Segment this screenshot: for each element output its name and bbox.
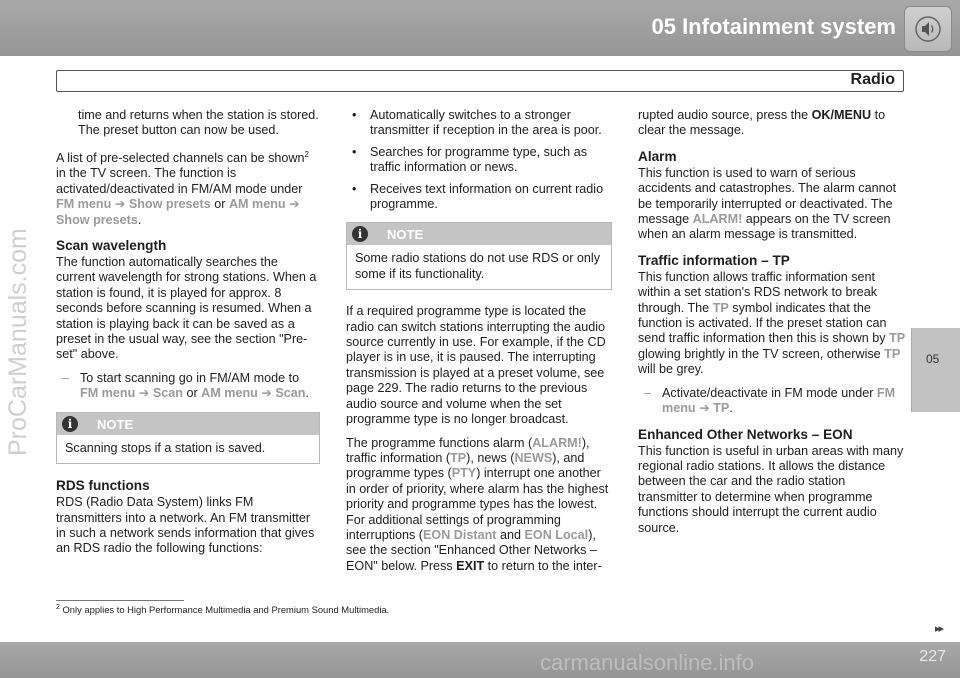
clear-message-paragraph: rupted audio source, press the OK/MENU to clear the message. bbox=[638, 108, 886, 138]
alarm-text: This function is used to warn of serious accidents and catastrophes. The alarm cannot be temporarily interrupted or deactivated. The message ALARM! appears on the TV screen when an alarm message is transmitted. bbox=[638, 165, 897, 242]
footer-watermark: carmanualsonline.info bbox=[540, 650, 755, 675]
list-item: • Receives text information on current radio programme. bbox=[352, 181, 604, 212]
section-bar bbox=[56, 70, 904, 92]
note-label: NOTE bbox=[97, 416, 134, 432]
column-2 bbox=[346, 108, 612, 582]
list-item: • Searches for programme type, such as traffic information or news. bbox=[352, 144, 587, 175]
list-item: • Automatically switches to a stronger transmitter if reception in the area is poor. bbox=[352, 108, 602, 138]
tp-heading: Traffic information – TP bbox=[638, 252, 790, 268]
note-box-scan bbox=[56, 412, 320, 464]
column-3 bbox=[638, 108, 908, 544]
footer-band bbox=[0, 642, 960, 678]
footnote-divider bbox=[56, 600, 184, 601]
scan-heading: Scan wavelength bbox=[56, 238, 167, 254]
note-text: Scanning stops if a station is saved. bbox=[65, 440, 266, 455]
section-title: Radio bbox=[850, 71, 895, 88]
rds-text: RDS (Radio Data System) links FM transmitters into a network. An FM transmitter in such a network sends information that gives an RDS radio the following functions: bbox=[56, 495, 315, 556]
rds-features-list bbox=[346, 108, 612, 212]
note-text: Some radio stations do not use RDS or only some if its functionality. bbox=[355, 251, 601, 281]
info-icon: i bbox=[62, 416, 78, 432]
note-label: NOTE bbox=[387, 227, 424, 243]
column-1 bbox=[56, 108, 320, 565]
info-icon: i bbox=[352, 226, 368, 242]
scan-steps bbox=[56, 371, 320, 402]
eon-heading: Enhanced Other Networks – EON bbox=[638, 426, 853, 442]
speaker-icon bbox=[914, 15, 942, 43]
scan-text: The function automatically searches the current wavelength for strong stations. When a station is found, it is played for approx. 8 seconds before scanning is resumed. When a station is playing back it can be saved as a preset in the usual way, see the section "Pre-set" above. bbox=[56, 255, 317, 362]
eon-text: This function is useful in urban areas with many regional radio stations. It allows the distance between the car and the radio station transmitter to determine when programme functions should interrupt the current audio source. bbox=[638, 443, 904, 535]
programme-type-paragraph: If a required programme type is located the radio can switch stations interrupting the audio source currently in use. For example, if the CD player is in use, it is paused. The interrupting transmission is played at a preset volume, see page 229. The radio returns to the previous audio source and volume when the set programme type is no longer broadcast. bbox=[346, 304, 606, 427]
tp-steps bbox=[638, 386, 908, 417]
chapter-tab[interactable] bbox=[911, 328, 960, 412]
rds-heading: RDS functions bbox=[56, 478, 150, 494]
tp-step: – Activate/deactivate in FM mode under FM menu ➔ TP. bbox=[644, 385, 896, 416]
footnote: $^2$ Only applies to High Performance Multimedia and Premium Sound Multimedia. bbox=[56, 604, 390, 616]
chapter-title: 05 Infotainment system bbox=[651, 14, 896, 39]
preset-list-paragraph: A list of pre-selected channels can be shown$^2$ in the TV screen. The function is activated/deactivated in FM/AM mode under FM menu ➔ Show presets or AM menu ➔ Show presets. bbox=[56, 149, 309, 227]
speaker-icon-box bbox=[904, 6, 952, 52]
preset-continued-text: time and returns when the station is stored. The preset button can now be used. bbox=[78, 108, 319, 138]
priority-paragraph: The programme functions alarm (ALARM!), traffic information (TP), news (NEWS), and programme types (PTY) interrupt one another in order of priority, where alarm has the highest priority and programme types has the lowest. For additional settings of programming interruptions (EON Distant and EON Local), see the section "Enhanced Other Networks – EON" below. Press EXIT to return to the inter- bbox=[346, 435, 609, 573]
page-number: 227 bbox=[919, 648, 946, 665]
scan-step: – To start scanning go in FM/AM mode to FM menu ➔ Scan or AM menu ➔ Scan. bbox=[62, 370, 309, 401]
next-page-arrows[interactable]: ▸▸ bbox=[934, 623, 942, 635]
note-box-rds bbox=[346, 222, 612, 290]
footnote-ref: 2 bbox=[304, 149, 309, 159]
alarm-heading: Alarm bbox=[638, 148, 677, 164]
tp-text: This function allows traffic information sent within a set station's RDS network to break through. The TP symbol indicates that the function is activated. If the preset station can send traffic information then this is shown by TP glowing brightly in the TV screen, otherwise TP will be grey. bbox=[638, 269, 906, 377]
side-watermark: ProCarManuals.com bbox=[4, 228, 32, 456]
chapter-tab-label: 05 bbox=[926, 352, 940, 366]
